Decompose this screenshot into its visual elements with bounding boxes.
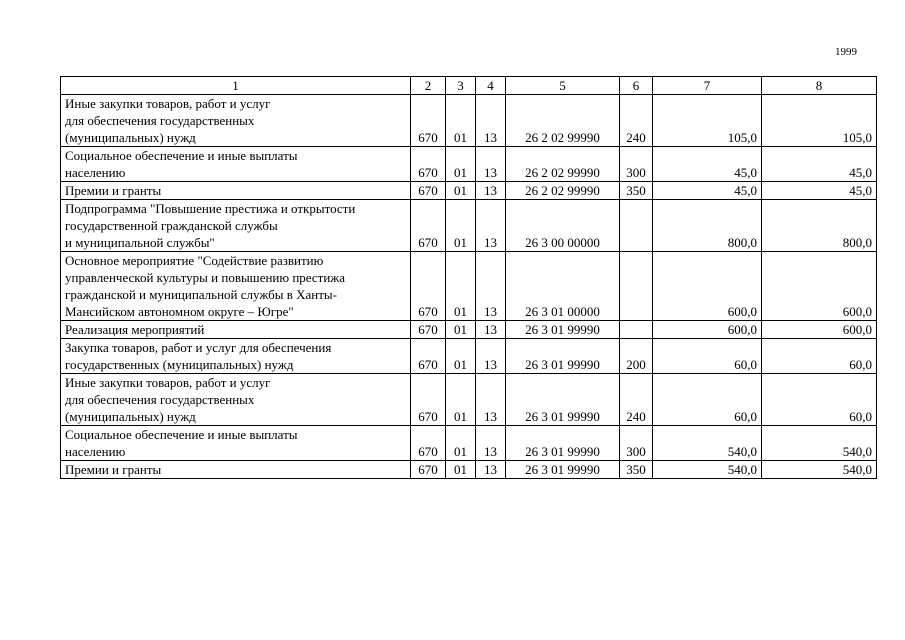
amount-cell: 45,0 [653,147,762,182]
row-title: Иные закупки товаров, работ и услуг для обеспечения государственных (муниципальных) нужд [61,95,411,147]
row-title: Подпрограмма "Повышение престижа и открытости государственной гражданской службы и муниципальной службы" [61,200,411,252]
code-cell: 13 [476,426,506,461]
row-title: Премии и гранты [61,461,411,479]
code-cell: 26 3 01 99990 [506,374,620,426]
code-cell: 01 [446,321,476,339]
row-title: Реализация мероприятий [61,321,411,339]
code-cell: 01 [446,252,476,321]
budget-table [60,76,877,479]
code-cell: 01 [446,200,476,252]
code-cell: 13 [476,252,506,321]
code-cell: 240 [620,374,653,426]
column-header: 1 [61,77,411,95]
table-row [61,321,877,339]
code-cell: 670 [411,95,446,147]
amount-cell: 60,0 [762,374,877,426]
amount-cell: 540,0 [762,461,877,479]
code-cell: 26 3 01 99990 [506,339,620,374]
column-header: 4 [476,77,506,95]
code-cell: 26 2 02 99990 [506,95,620,147]
amount-cell: 800,0 [762,200,877,252]
code-cell: 670 [411,200,446,252]
column-header: 6 [620,77,653,95]
code-cell: 670 [411,182,446,200]
code-cell [620,200,653,252]
table-row [61,147,877,182]
amount-cell: 540,0 [653,426,762,461]
code-cell: 670 [411,252,446,321]
code-cell: 350 [620,182,653,200]
code-cell: 670 [411,321,446,339]
code-cell: 300 [620,426,653,461]
code-cell: 01 [446,339,476,374]
code-cell: 200 [620,339,653,374]
table-row [61,200,877,252]
amount-cell: 60,0 [653,374,762,426]
code-cell: 01 [446,374,476,426]
amount-cell: 600,0 [762,252,877,321]
amount-cell: 540,0 [653,461,762,479]
code-cell: 13 [476,374,506,426]
amount-cell: 45,0 [653,182,762,200]
code-cell: 13 [476,321,506,339]
table-row [61,374,877,426]
code-cell: 01 [446,461,476,479]
table-row [61,95,877,147]
code-cell: 26 3 01 99990 [506,321,620,339]
code-cell: 01 [446,147,476,182]
code-cell: 26 3 01 00000 [506,252,620,321]
code-cell: 670 [411,147,446,182]
row-title: Иные закупки товаров, работ и услуг для обеспечения государственных (муниципальных) нужд [61,374,411,426]
amount-cell: 105,0 [653,95,762,147]
page-number: 1999 [835,46,857,58]
column-header: 3 [446,77,476,95]
code-cell: 13 [476,200,506,252]
code-cell: 13 [476,147,506,182]
code-cell: 13 [476,339,506,374]
column-header: 2 [411,77,446,95]
code-cell: 670 [411,339,446,374]
code-cell: 01 [446,426,476,461]
code-cell: 26 2 02 99990 [506,182,620,200]
amount-cell: 600,0 [762,321,877,339]
column-header: 7 [653,77,762,95]
amount-cell: 800,0 [653,200,762,252]
code-cell: 13 [476,182,506,200]
code-cell: 300 [620,147,653,182]
code-cell: 670 [411,426,446,461]
code-cell: 26 3 01 99990 [506,461,620,479]
amount-cell: 45,0 [762,147,877,182]
table-row [61,339,877,374]
amount-cell: 540,0 [762,426,877,461]
row-title: Премии и гранты [61,182,411,200]
row-title: Социальное обеспечение и иные выплаты населению [61,147,411,182]
column-header: 5 [506,77,620,95]
code-cell [620,252,653,321]
table-body [61,95,877,479]
row-title: Закупка товаров, работ и услуг для обеспечения государственных (муниципальных) нужд [61,339,411,374]
table-row [61,182,877,200]
code-cell: 13 [476,461,506,479]
amount-cell: 600,0 [653,321,762,339]
column-header: 8 [762,77,877,95]
code-cell: 670 [411,461,446,479]
code-cell: 26 2 02 99990 [506,147,620,182]
code-cell: 13 [476,95,506,147]
code-cell [620,321,653,339]
code-cell: 01 [446,95,476,147]
code-cell: 670 [411,374,446,426]
code-cell: 26 3 01 99990 [506,426,620,461]
amount-cell: 45,0 [762,182,877,200]
code-cell: 01 [446,182,476,200]
code-cell: 240 [620,95,653,147]
amount-cell: 105,0 [762,95,877,147]
table-row [61,461,877,479]
amount-cell: 600,0 [653,252,762,321]
table-row [61,426,877,461]
code-cell: 26 3 00 00000 [506,200,620,252]
code-cell: 350 [620,461,653,479]
amount-cell: 60,0 [762,339,877,374]
amount-cell: 60,0 [653,339,762,374]
table-row [61,252,877,321]
header-row [61,77,877,95]
row-title: Основное мероприятие "Содействие развитию управленческой культуры и повышению престижа гражданской и муниципальной службы в Ханты- Мансийском автономном округе – Югре" [61,252,411,321]
row-title: Социальное обеспечение и иные выплаты населению [61,426,411,461]
